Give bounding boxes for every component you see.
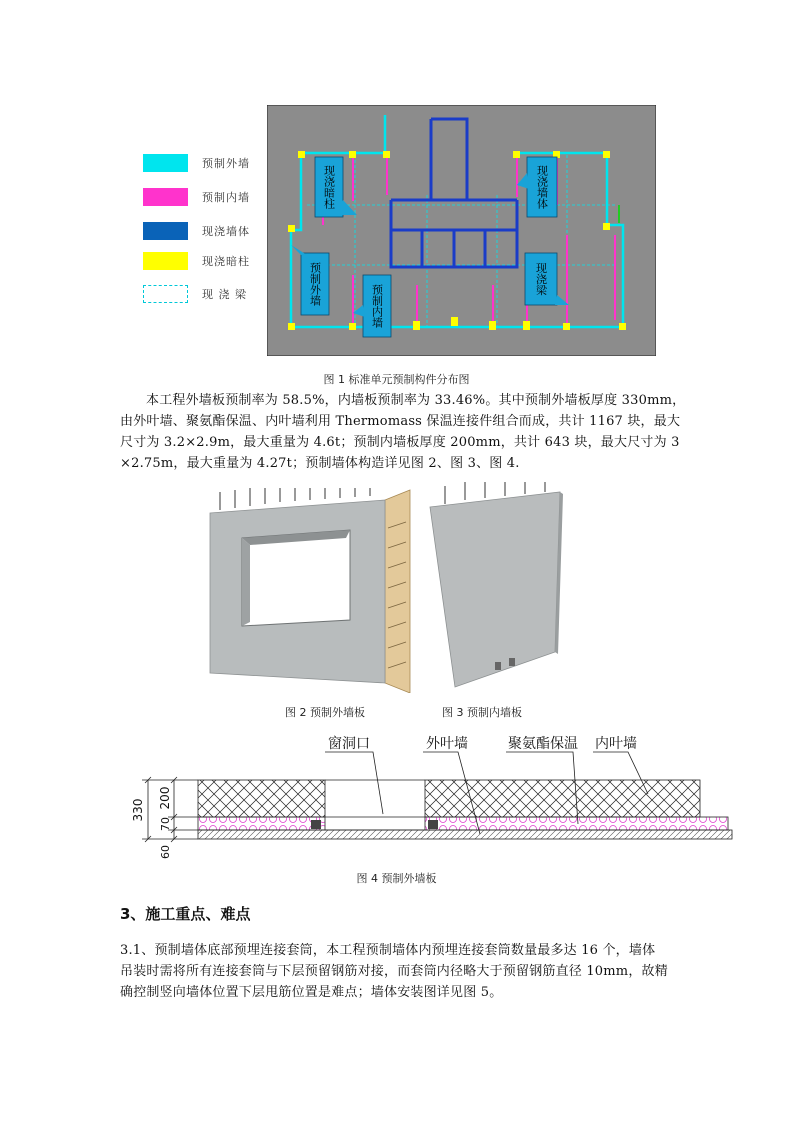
legend-swatch xyxy=(143,285,188,303)
legend-swatch xyxy=(143,252,188,270)
paragraph-line: 吊装时需将所有连接套筒与下层预留钢筋对接，而套筒内径略大于预留钢筋直径 10mm，故精 xyxy=(120,964,668,979)
callout-label: 现浇墙体 xyxy=(535,165,549,209)
label-window-opening: 窗洞口 xyxy=(328,736,370,752)
legend-label: 现浇暗柱 xyxy=(202,255,250,268)
floor-plan-diagram xyxy=(267,105,656,356)
paragraph-line: 3.1、预制墙体底部预埋连接套筒，本工程预制墙体内预埋连接套筒数量最多达 16 个，墙体 xyxy=(120,943,656,958)
legend-item-cast-wall xyxy=(143,222,250,240)
paragraph-line: 由外叶墙、聚氨酯保温、内叶墙利用 Thermomass 保温连接件组合而成，共计 1167 块，最大 xyxy=(120,414,681,429)
legend-item-cast-beam xyxy=(143,285,247,303)
dim-70: 70 xyxy=(159,817,172,831)
label-outer-leaf: 外叶墙 xyxy=(426,736,468,752)
callout-label: 现浇梁 xyxy=(534,262,548,296)
dim-330: 330 xyxy=(131,798,145,822)
section-heading: 3、施工重点、难点 xyxy=(120,905,251,923)
paragraph-key-difficulties xyxy=(120,940,680,1003)
legend-label: 预制外墙 xyxy=(202,157,250,170)
figure-2-caption: 图 2 预制外墙板 xyxy=(285,706,365,719)
callout-label: 现浇暗柱 xyxy=(322,165,336,209)
legend-label: 现浇墙体 xyxy=(202,225,250,238)
legend-label: 预制内墙 xyxy=(202,191,250,204)
paragraph-line: 确控制竖向墙体位置下层甩筋位置是难点；墙体安装图详见图 5。 xyxy=(120,985,503,1000)
label-inner-leaf: 内叶墙 xyxy=(595,736,637,752)
paragraph-line: 本工程外墙板预制率为 58.5%，内墙板预制率为 33.46%。其中预制外墙板厚度 330mm， xyxy=(146,393,686,408)
callout-label: 预制内墙 xyxy=(370,284,384,328)
paragraph-line: 尺寸为 3.2×2.9m，最大重量为 4.6t；预制内墙板厚度 200mm，共计 643 块，最大尺寸为 3 xyxy=(120,435,680,450)
legend-swatch xyxy=(143,222,188,240)
paragraph-line: ×2.75m，最大重量为 4.27t；预制墙体构造详见图 2、图 3、图 4. xyxy=(120,456,520,471)
paragraph-prefab-rate xyxy=(120,390,686,474)
figure-3-caption: 图 3 预制内墙板 xyxy=(442,706,522,719)
legend-item-precast-interior-wall xyxy=(143,188,250,206)
figure-4-caption: 图 4 预制外墙板 xyxy=(356,872,437,885)
legend-swatch xyxy=(143,188,188,206)
precast-interior-wall-render xyxy=(425,482,565,690)
wall-section-drawing xyxy=(118,734,738,864)
figure-1-caption: 图 1 标准单元预制构件分布图 xyxy=(323,373,470,386)
legend-item-cast-column xyxy=(143,252,250,270)
label-insulation: 聚氨酯保温 xyxy=(508,736,578,752)
callout-label: 预制外墙 xyxy=(308,262,322,306)
legend-swatch xyxy=(143,154,188,172)
legend-item-precast-exterior-wall xyxy=(143,154,250,172)
precast-exterior-wall-render xyxy=(200,488,415,693)
dim-200: 200 xyxy=(158,786,172,810)
dim-60: 60 xyxy=(159,845,172,859)
legend-label: 现 浇 梁 xyxy=(202,288,247,301)
